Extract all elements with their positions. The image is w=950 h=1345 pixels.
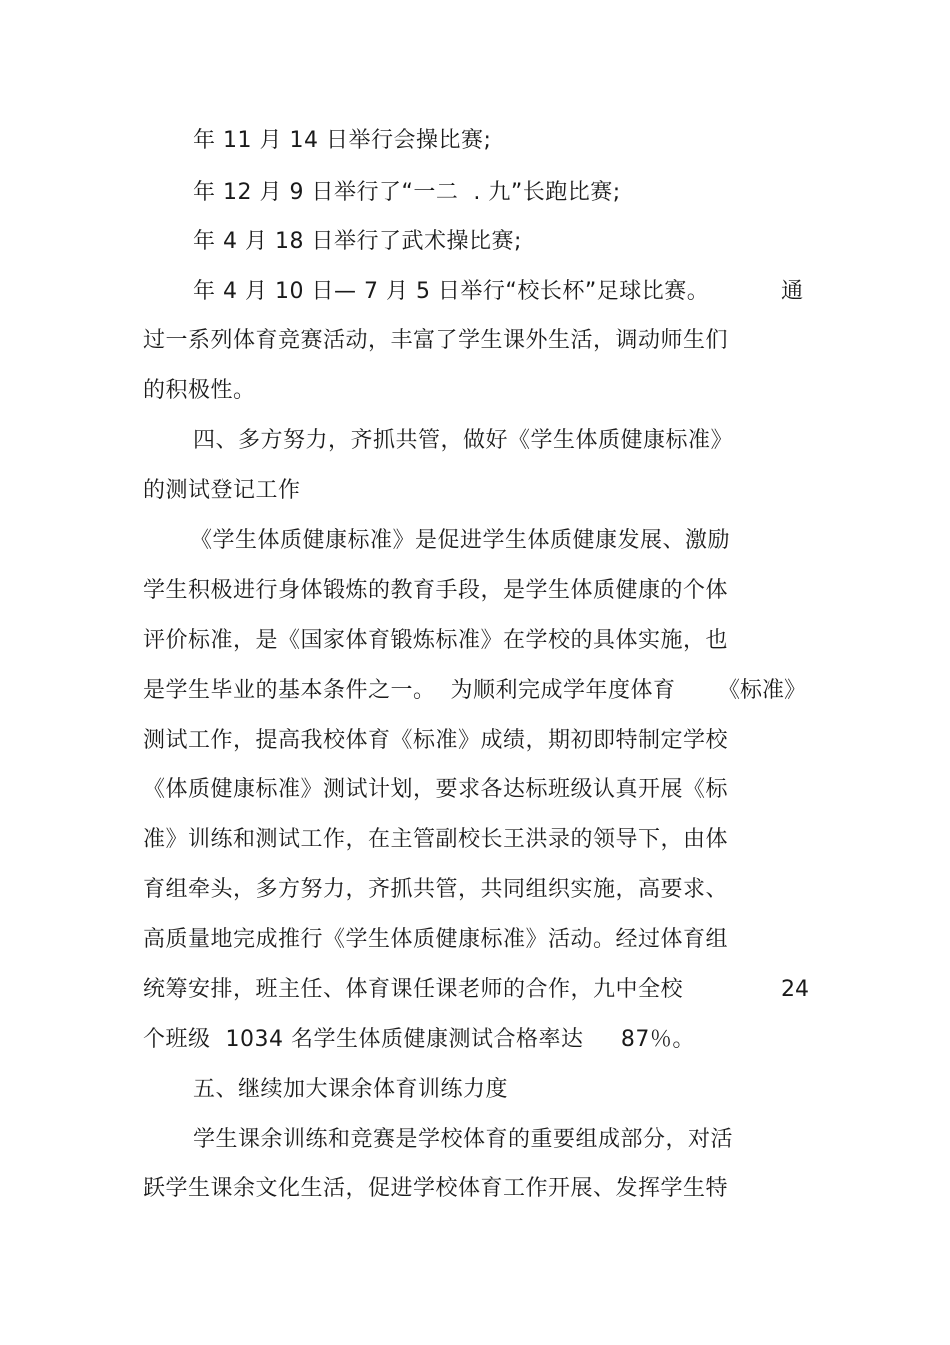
text-line: 跃学生课余文化生活，促进学校体育工作开展、发挥学生特 [143, 1176, 729, 1201]
text-line: 年 11 月 14 日举行会操比赛; [193, 128, 492, 153]
text-line: 过一系列体育竞赛活动，丰富了学生课外生活，调动师生们 [143, 328, 729, 353]
section-heading: 四、多方努力，齐抓共管，做好《学生体质健康标准》 [193, 428, 734, 453]
text-line: 《体质健康标准》测试计划，要求各达标班级认真开展《标 [143, 777, 729, 802]
text-fragment: 24 [781, 977, 809, 1002]
text-fragment: 通 [781, 279, 804, 304]
text-line: 是学生毕业的基本条件之一。 为顺利完成学年度体育 [143, 678, 676, 703]
text-line: 年 12 月 9 日举行了“一二 . 九”长跑比赛; [193, 180, 621, 205]
section-heading: 的测试登记工作 [143, 478, 301, 503]
text-line: 统筹安排，班主任、体育课任课老师的合作，九中全校 [143, 977, 684, 1002]
text-line: 的积极性。 [143, 378, 256, 403]
section-heading: 五、继续加大课余体育训练力度 [193, 1077, 509, 1102]
text-line: 准》训练和测试工作，在主管副校长王洪录的领导下，由体 [143, 827, 729, 852]
text-line: 《学生体质健康标准》是促进学生体质健康发展、激励 [190, 528, 731, 553]
text-line: 学生课余训练和竞赛是学校体育的重要组成部分，对活 [193, 1127, 734, 1152]
text-line: 高质量地完成推行《学生体质健康标准》活动。经过体育组 [143, 927, 729, 952]
text-line: 育组牵头，多方努力，齐抓共管，共同组织实施，高要求、 [143, 877, 729, 902]
text-line: 测试工作，提高我校体育《标准》成绩，期初即特制定学校 [143, 728, 729, 753]
text-line: 年 4 月 10 日— 7 月 5 日举行“校长杯”足球比赛。 [193, 279, 710, 304]
text-fragment: 《标准》 [718, 678, 807, 703]
text-line: 评价标准，是《国家体育锻炼标准》在学校的具体实施，也 [143, 628, 729, 653]
text-line: 个班级 1034 名学生体质健康测试合格率达 87％。 [143, 1027, 695, 1052]
text-line: 年 4 月 18 日举行了武术操比赛; [193, 229, 522, 254]
text-line: 学生积极进行身体锻炼的教育手段，是学生体质健康的个体 [143, 578, 729, 603]
